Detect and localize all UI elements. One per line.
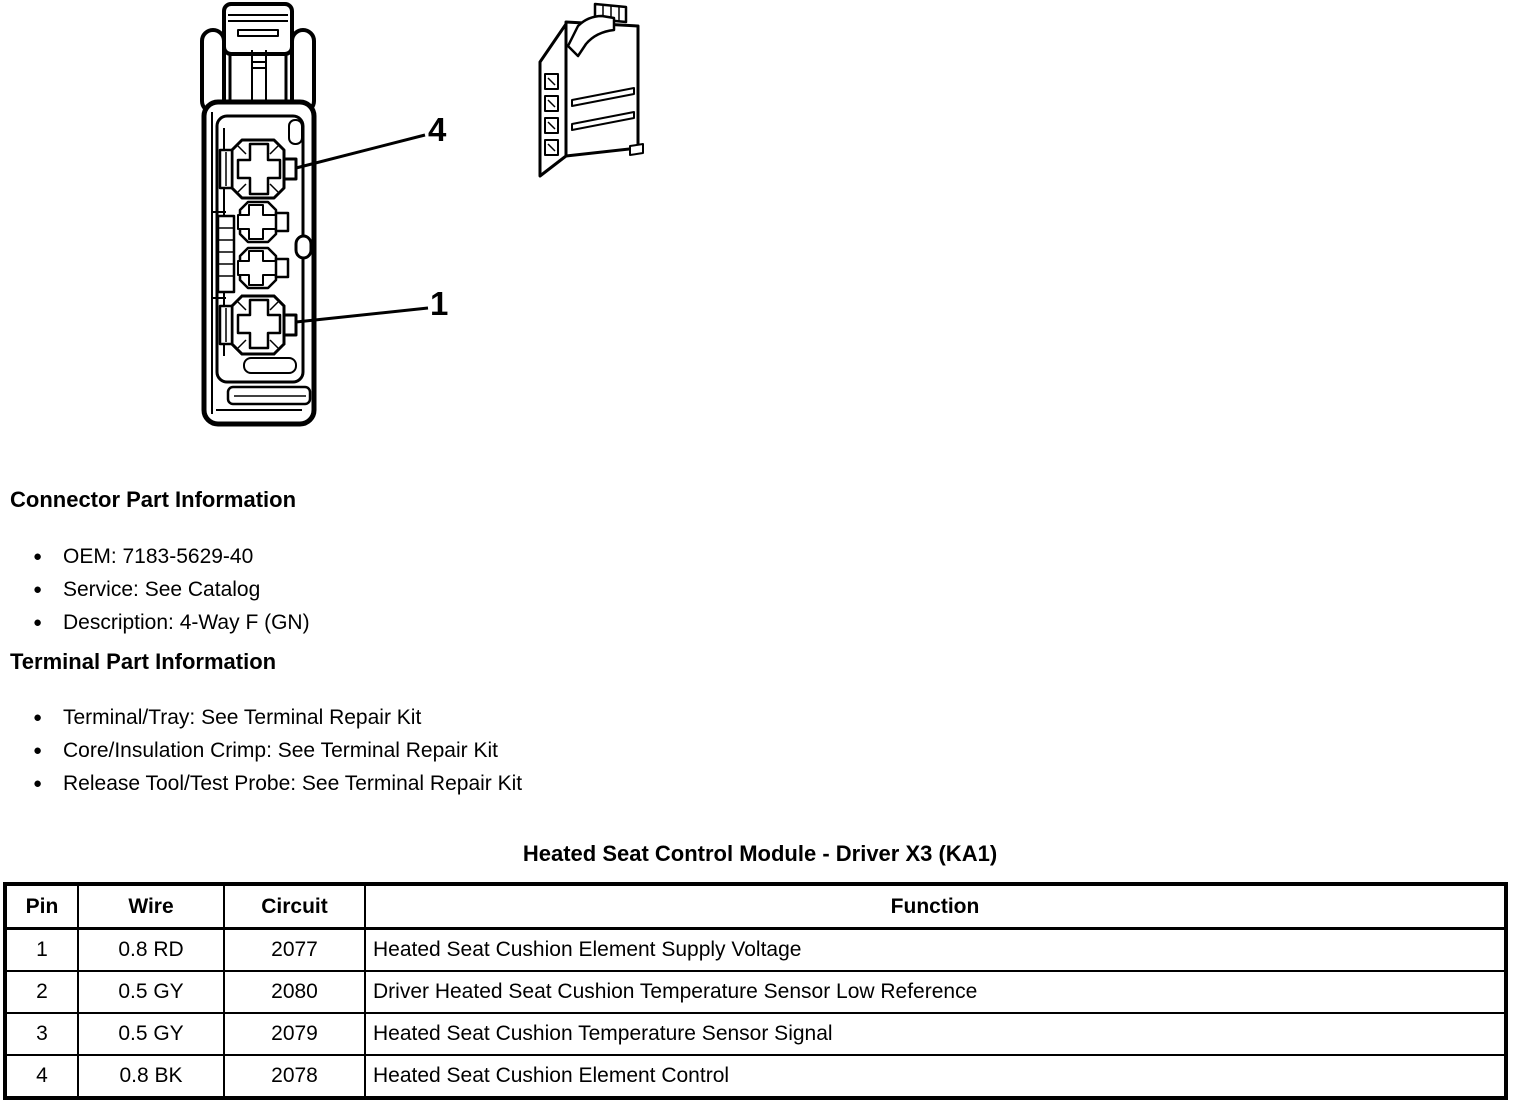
- connector-part-info-list: [33, 540, 310, 639]
- circuit-cell: 2080: [224, 971, 365, 1013]
- column-header-wire: Wire: [78, 884, 224, 929]
- table-row: [5, 1013, 1506, 1055]
- list-item: ● OEM: 7183-5629-40: [33, 540, 310, 573]
- connector-face-view-drawing: [202, 4, 314, 424]
- circuit-cell: 2078: [224, 1055, 365, 1098]
- wire-cell: 0.8 RD: [78, 929, 224, 972]
- table-header-row: [5, 884, 1506, 929]
- table-row: [5, 971, 1506, 1013]
- pin-cell: 4: [5, 1055, 78, 1098]
- list-item: ● Terminal/Tray: See Terminal Repair Kit: [33, 701, 522, 734]
- connector-part-info-heading: Connector Part Information: [10, 487, 297, 512]
- pin-table-title: Heated Seat Control Module - Driver X3 (KA1): [522, 841, 998, 866]
- callout-4-label: 4: [428, 111, 447, 148]
- table-row: [5, 929, 1506, 972]
- connector-iso-view-drawing: [540, 4, 643, 176]
- wire-cell: 0.5 GY: [78, 1013, 224, 1055]
- list-item: ● Description: 4-Way F (GN): [33, 606, 310, 639]
- column-header-circuit: Circuit: [224, 884, 365, 929]
- terminal-part-info-list: [33, 701, 522, 800]
- wire-cell: 0.5 GY: [78, 971, 224, 1013]
- pin-cell: 2: [5, 971, 78, 1013]
- circuit-cell: 2077: [224, 929, 365, 972]
- circuit-cell: 2079: [224, 1013, 365, 1055]
- column-header-function: Function: [365, 884, 1506, 929]
- wire-cell: 0.8 BK: [78, 1055, 224, 1098]
- list-item: ● Release Tool/Test Probe: See Terminal Repair Kit: [33, 767, 522, 800]
- pin-cell: 1: [5, 929, 78, 972]
- list-item: ● Core/Insulation Crimp: See Terminal Repair Kit: [33, 734, 522, 767]
- function-cell: Driver Heated Seat Cushion Temperature Sensor Low Reference: [365, 971, 1506, 1013]
- function-cell: Heated Seat Cushion Element Supply Voltage: [365, 929, 1506, 972]
- table-row: [5, 1055, 1506, 1098]
- function-cell: Heated Seat Cushion Temperature Sensor Signal: [365, 1013, 1506, 1055]
- connector-diagrams: [0, 0, 760, 470]
- callout-1-label: 1: [430, 285, 449, 322]
- pin-function-table: [3, 882, 1508, 1100]
- list-item: ● Service: See Catalog: [33, 573, 310, 606]
- function-cell: Heated Seat Cushion Element Control: [365, 1055, 1506, 1098]
- pin-cell: 3: [5, 1013, 78, 1055]
- column-header-pin: Pin: [5, 884, 78, 929]
- terminal-part-info-heading: Terminal Part Information: [10, 649, 277, 674]
